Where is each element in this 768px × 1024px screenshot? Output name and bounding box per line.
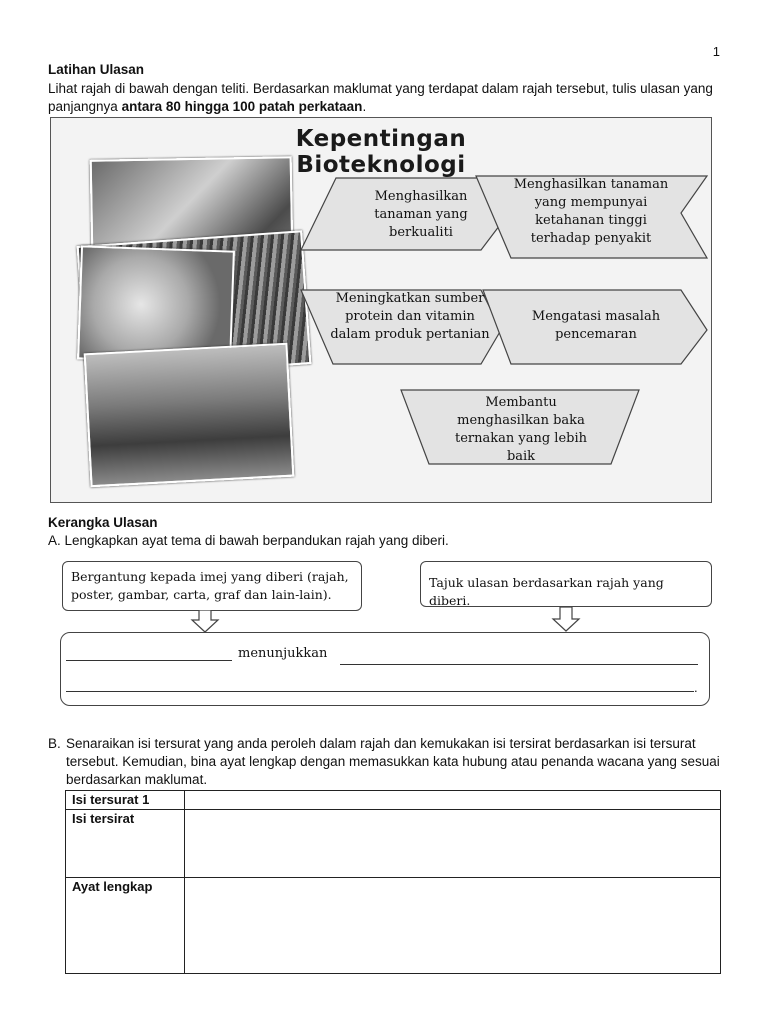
hint-box-left: Bergantung kepada imej yang diberi (rajah, poster, gambar, carta, graf dan lain-lain). — [62, 561, 362, 611]
box-2-text: Menghasilkan tanaman yang mempunyai ketahanan tinggi terhadap penyakit — [513, 177, 669, 246]
blank-line-continuation[interactable] — [66, 691, 694, 692]
section-a-heading: Kerangka Ulasan — [48, 515, 158, 530]
row-answer-cell[interactable] — [185, 878, 721, 974]
theme-sentence-box — [60, 632, 710, 706]
arrow-down-left-icon — [190, 610, 220, 634]
table-row — [66, 791, 721, 810]
box-5-text: Membantu menghasilkan baka ternakan yang lebih baik — [454, 395, 587, 464]
instruction-text-end: . — [362, 99, 367, 114]
instruction-text-start: Lihat rajah di bawah dengan teliti. Berdasarkan maklumat yang terdapat dalam rajah tersebut, tulis ulasan yang panjangnya — [48, 81, 713, 114]
figure-title: Kepentingan Bioteknologi — [295, 126, 467, 178]
row-label: Isi tersurat 1 — [66, 791, 185, 810]
section-b-instruction: Senaraikan isi tersurat yang anda peroleh dalam rajah dan kemukakan isi tersirat berdasarkan isi tersurat tersebut. Kemudian, bina ayat lengkap dengan memasukkan kata hubung atau penanda wacana yang sesuai berdasarkan maklumat. — [66, 736, 720, 787]
page-number: 1 — [712, 44, 720, 59]
hint-box-right: Tajuk ulasan berdasarkan rajah yang diberi. — [420, 561, 712, 607]
instruction-word-limit: antara 80 hingga 100 patah perkataan — [121, 99, 363, 114]
section-a-instruction: A. Lengkapkan ayat tema di bawah berpandukan rajah yang diberi. — [48, 533, 449, 548]
row-answer-cell[interactable] — [185, 791, 721, 810]
blank-line-source[interactable] — [66, 660, 232, 661]
box-1-text: Menghasilkan tanaman yang berkualiti — [374, 189, 468, 240]
connector-word: menunjukkan — [238, 646, 328, 661]
box-3-text: Meningkatkan sumber protein dan vitamin dalam produk pertanian — [330, 291, 490, 342]
biotech-figure — [50, 117, 712, 503]
sentence-period: . — [694, 680, 698, 695]
row-label: Ayat lengkap — [66, 878, 185, 974]
table-row — [66, 810, 721, 878]
row-answer-cell[interactable] — [185, 810, 721, 878]
exercise-heading: Latihan Ulasan — [48, 62, 145, 77]
arrow-down-right-icon — [551, 607, 581, 633]
instruction-text — [48, 80, 723, 116]
answer-table — [65, 790, 721, 974]
row-label: Isi tersirat — [66, 810, 185, 878]
box-4-text: Mengatasi masalah pencemaran — [531, 309, 661, 342]
section-b-label: B. — [48, 736, 61, 751]
blank-line-title[interactable] — [340, 664, 698, 665]
table-row — [66, 878, 721, 974]
